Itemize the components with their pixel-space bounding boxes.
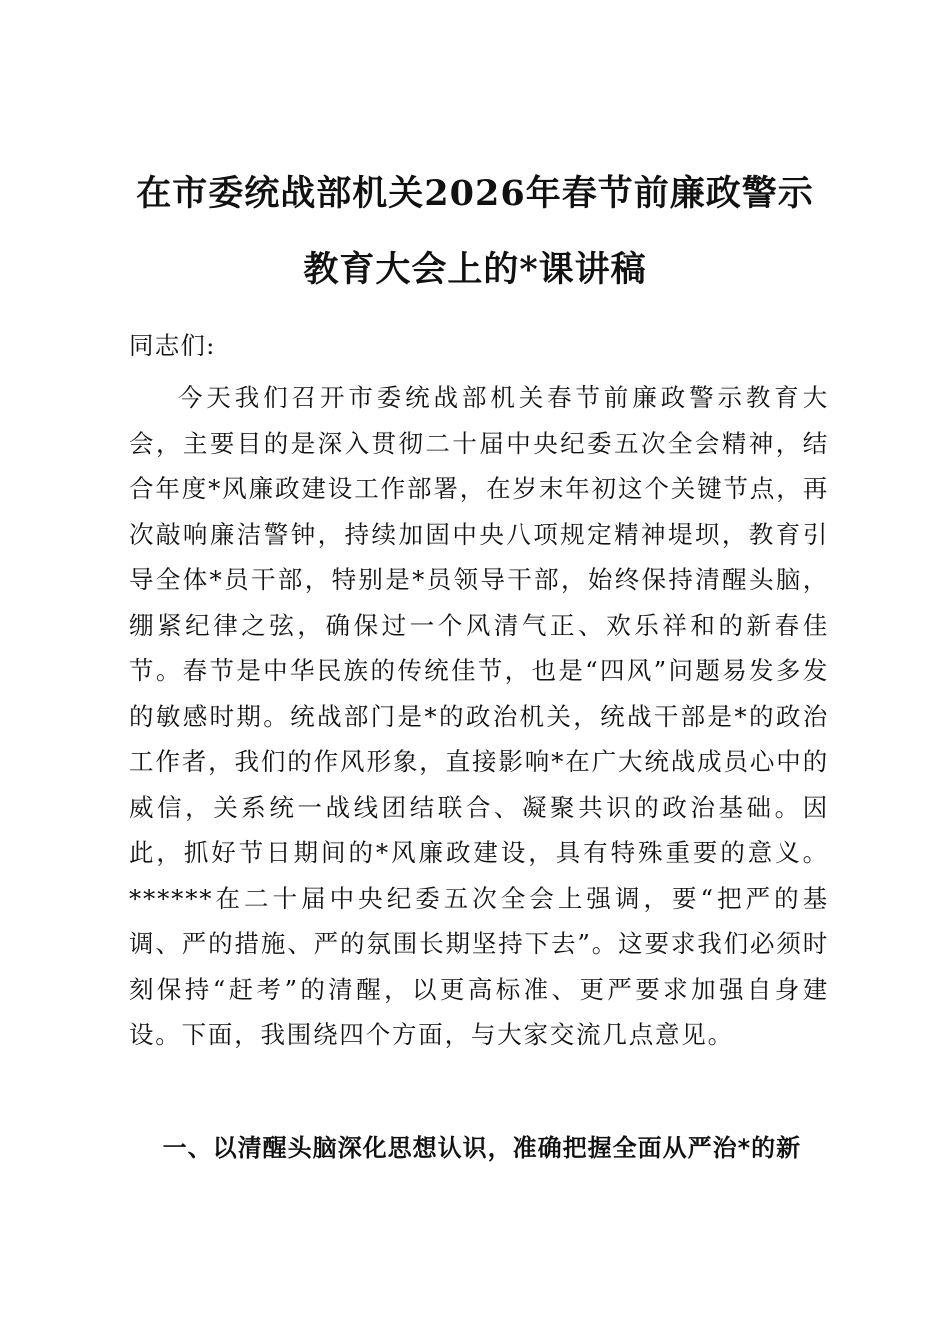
document-title-line-2: 教育大会上的*课讲稿 bbox=[303, 249, 647, 290]
body-paragraph: 今天我们召开市委统战部机关春节前廉政警示教育大会，主要目的是深入贯彻二十届中央纪委五次全会精神，结合年度*风廉政建设工作部署，在岁末年初这个关键节点，再次敲响廉洁警钟，持续加固中央八项规定精神堤坝，教育引导全体*员干部，特别是*员领导干部，始终保持清醒头脑，绷紧纪律之弦，确保过一个风清气正、欢乐祥和的新春佳节。春节是中华民族的传统佳节，也是“四风”问题易发多发的敏感时期。统战部门是*的政治机关，统战干部是*的政治工作者，我们的作风形象，直接影响*在广大统战成员心中的威信，关系统一战线团结联合、凝聚共识的政治基础。因此，抓好节日期间的*风廉政建设，具有特殊重要的意义。******在二十届中央纪委五次全会上强调，要“把严的基调、严的措施、严的氛围长期坚持下去”。这要求我们必须时刻保持“赶考”的清醒，以更高标准、更严要求加强自身建设。下面，我围绕四个方面，与大家交流几点意见。 bbox=[129, 383, 829, 1049]
salutation: 同志们: bbox=[129, 331, 216, 360]
document-title-line-1: 在市委统战部机关2026年春节前廉政警示 bbox=[136, 173, 814, 214]
section-heading: 一、以清醒头脑深化思想认识，准确把握全面从严治*的新 bbox=[162, 1134, 802, 1162]
